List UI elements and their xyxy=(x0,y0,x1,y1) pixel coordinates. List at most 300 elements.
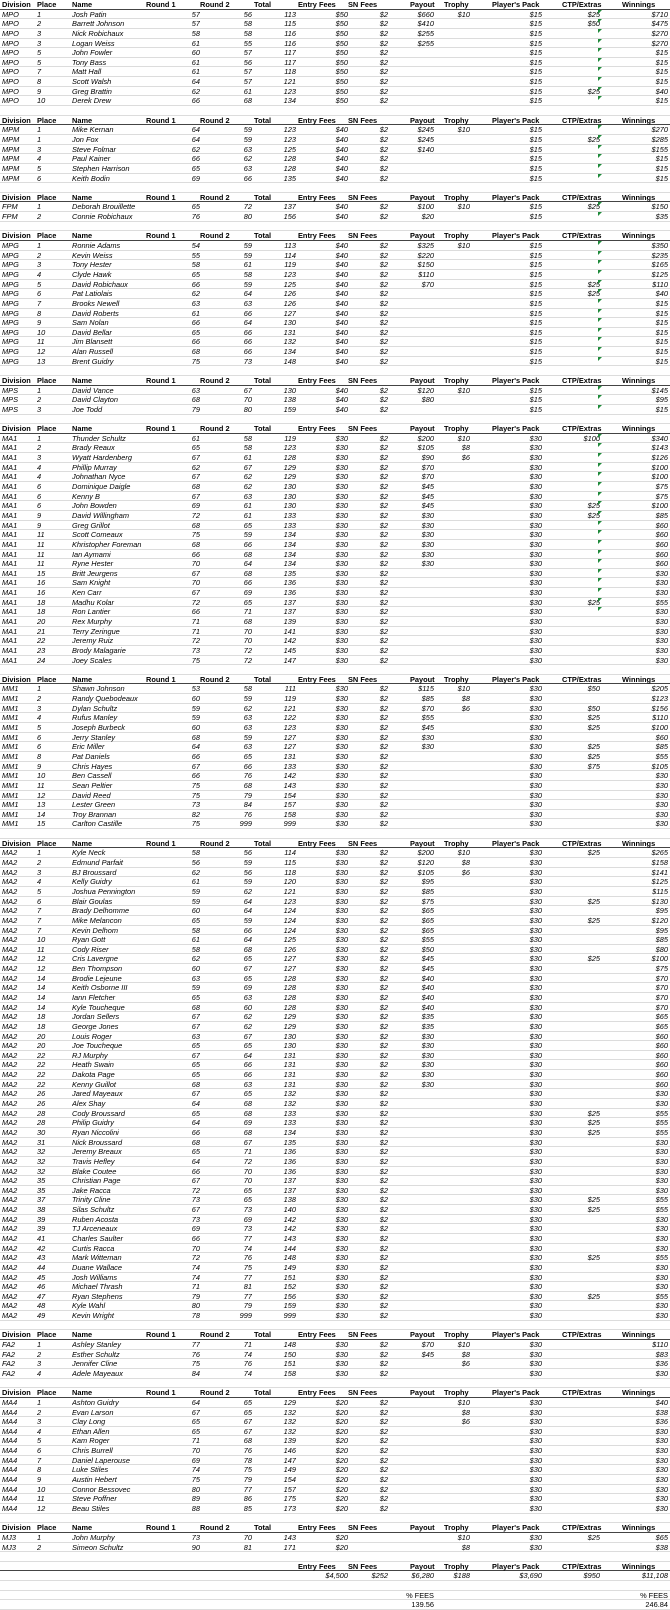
cell-place: 30 xyxy=(37,1127,46,1137)
table-row xyxy=(0,1253,670,1263)
cell-payout: $30 xyxy=(421,1041,434,1051)
cell-sn_fees: $2 xyxy=(379,1156,388,1166)
header-division: Division xyxy=(2,838,31,848)
cell-players_pack: $15 xyxy=(529,404,542,414)
cell-name: Mark Witteman xyxy=(72,1253,122,1263)
cell-place: 14 xyxy=(37,992,46,1002)
cell-place: 15 xyxy=(37,568,46,578)
cell-sn_fees: $2 xyxy=(379,144,388,154)
cell-sn_fees: $2 xyxy=(379,1359,388,1369)
cell-division: MA2 xyxy=(2,1060,18,1070)
cell-place: 3 xyxy=(37,867,42,877)
cell-total: 148 xyxy=(283,1253,296,1263)
cell-sn_fees: $2 xyxy=(379,1089,388,1099)
cell-payout: $65 xyxy=(421,915,434,925)
cell-entry_fees: $40 xyxy=(335,269,348,279)
cell-place: 26 xyxy=(37,1099,46,1109)
cell-winnings: $15 xyxy=(655,48,668,58)
cell-name: Brady Reaux xyxy=(72,443,115,453)
cell-players_pack: $30 xyxy=(529,944,542,954)
cell-division: MM1 xyxy=(2,790,19,800)
cell-sn_fees: $2 xyxy=(379,212,388,222)
cell-total: 137 xyxy=(283,597,296,607)
header-row xyxy=(0,376,670,386)
table-row xyxy=(0,1475,670,1485)
cell-round2: 73 xyxy=(243,356,252,366)
cell-division: MPG xyxy=(2,356,19,366)
cell-total: 142 xyxy=(283,1224,296,1234)
cell-players_pack: $30 xyxy=(529,1050,542,1060)
comment-flag-icon xyxy=(598,212,602,216)
cell-division: FA2 xyxy=(2,1359,16,1369)
cell-round1: 66 xyxy=(191,771,200,781)
cell-name: Thunder Schultz xyxy=(72,433,126,443)
cell-total: 134 xyxy=(283,559,296,569)
cell-round1: 63 xyxy=(191,385,200,395)
header-name: Name xyxy=(72,424,93,434)
cell-round2: 70 xyxy=(243,1176,252,1186)
cell-total: 124 xyxy=(283,925,296,935)
cell-division: MPG xyxy=(2,241,19,251)
table-row xyxy=(0,511,670,521)
cell-trophy: $10 xyxy=(457,1340,470,1350)
cell-payout: $30 xyxy=(421,1079,434,1089)
cell-entry_fees: $30 xyxy=(335,723,348,733)
cell-entry_fees: $30 xyxy=(335,1156,348,1166)
cell-name: Blair Goulas xyxy=(72,896,113,906)
cell-total: 117 xyxy=(284,48,296,58)
header-round1: Round 1 xyxy=(146,192,176,202)
cell-payout: $70 xyxy=(421,1340,434,1350)
cell-winnings: $15 xyxy=(655,57,668,67)
cell-winnings: $123 xyxy=(651,694,668,704)
cell-entry_fees: $30 xyxy=(335,867,348,877)
header-entry_fees: Entry Fees xyxy=(298,0,336,9)
cell-round2: 66 xyxy=(243,925,252,935)
cell-division: MPO xyxy=(2,86,19,96)
cell-payout: $150 xyxy=(417,260,434,270)
cell-players_pack: $30 xyxy=(529,1484,542,1494)
comment-flag-icon xyxy=(598,260,602,264)
cell-total: 159 xyxy=(283,1301,296,1311)
cell-round1: 65 xyxy=(191,1041,200,1051)
table-row xyxy=(0,954,670,964)
cell-sn_fees: $2 xyxy=(379,1484,388,1494)
cell-sn_fees: $2 xyxy=(379,626,388,636)
cell-name: Pat Daniels xyxy=(72,751,110,761)
table-row xyxy=(0,819,670,829)
cell-round2: 58 xyxy=(243,28,252,38)
cell-sn_fees: $2 xyxy=(379,588,388,598)
table-row xyxy=(0,289,670,299)
header-place: Place xyxy=(37,1523,57,1533)
cell-place: 14 xyxy=(37,1002,46,1012)
header-division: Division xyxy=(2,424,31,434)
cell-round2: 68 xyxy=(243,1099,252,1109)
cell-total: 132 xyxy=(283,1407,296,1417)
totals-header-players_pack: Player's Pack xyxy=(492,1561,540,1571)
cell-name: Joseph Burbeck xyxy=(72,723,125,733)
cell-round2: 79 xyxy=(243,1301,252,1311)
cell-winnings: $60 xyxy=(655,1050,668,1060)
cell-division: MA2 xyxy=(2,1118,18,1128)
cell-round1: 56 xyxy=(191,858,200,868)
cell-place: 37 xyxy=(37,1195,46,1205)
cell-entry_fees: $30 xyxy=(335,819,348,829)
cell-round2: 65 xyxy=(243,1041,252,1051)
cell-winnings: $205 xyxy=(651,684,668,694)
cell-winnings: $30 xyxy=(655,790,668,800)
cell-entry_fees: $30 xyxy=(335,1262,348,1272)
header-row xyxy=(0,424,670,434)
cell-name: Greg Grillot xyxy=(72,520,110,530)
cell-place: 28 xyxy=(37,1108,46,1118)
cell-players_pack: $30 xyxy=(529,462,542,472)
cell-round1: 65 xyxy=(191,202,200,212)
cell-division: MPM xyxy=(2,163,20,173)
cell-entry_fees: $30 xyxy=(335,1272,348,1282)
cell-ctp: $25 xyxy=(587,501,600,511)
cell-round1: 65 xyxy=(191,163,200,173)
table-row xyxy=(0,1099,670,1109)
cell-players_pack: $30 xyxy=(529,1108,542,1118)
cell-players_pack: $15 xyxy=(529,144,542,154)
cell-division: MA2 xyxy=(2,1253,18,1263)
cell-entry_fees: $30 xyxy=(335,607,348,617)
cell-division: MA4 xyxy=(2,1446,18,1456)
cell-place: 22 xyxy=(37,1070,46,1080)
cell-division: MA4 xyxy=(2,1397,18,1407)
cell-division: MA2 xyxy=(2,1282,18,1292)
cell-division: MA2 xyxy=(2,1137,18,1147)
table-row xyxy=(0,1089,670,1099)
cell-players_pack: $30 xyxy=(529,1060,542,1070)
cell-division: MPG xyxy=(2,269,19,279)
cell-place: 22 xyxy=(37,1050,46,1060)
table-row xyxy=(0,607,670,617)
cell-sn_fees: $2 xyxy=(379,771,388,781)
cell-division: MPM xyxy=(2,144,20,154)
header-sn_fees: SN Fees xyxy=(348,424,378,434)
cell-players_pack: $15 xyxy=(529,279,542,289)
cell-winnings: $125 xyxy=(651,877,668,887)
header-round2: Round 2 xyxy=(200,838,230,848)
cell-ctp: $50 xyxy=(587,684,600,694)
cell-total: 118 xyxy=(284,67,296,77)
cell-division: MA1 xyxy=(2,491,18,501)
header-name: Name xyxy=(72,231,93,241)
cell-players_pack: $30 xyxy=(529,433,542,443)
header-round2: Round 2 xyxy=(200,674,230,684)
header-name: Name xyxy=(72,0,93,9)
cell-division: MA2 xyxy=(2,1079,18,1089)
cell-sn_fees: $2 xyxy=(379,250,388,260)
comment-flag-icon xyxy=(598,521,602,525)
cell-round2: 74 xyxy=(243,1349,252,1359)
cell-division: MPG xyxy=(2,289,19,299)
cell-total: 123 xyxy=(283,723,296,733)
cell-payout: $90 xyxy=(421,453,434,463)
comment-flag-icon xyxy=(598,135,602,139)
cell-round2: 63 xyxy=(243,713,252,723)
cell-players_pack: $30 xyxy=(529,597,542,607)
cell-round1: 65 xyxy=(191,1070,200,1080)
table-row xyxy=(0,1350,670,1360)
cell-total: 143 xyxy=(283,780,296,790)
cell-sn_fees: $2 xyxy=(379,1417,388,1427)
cell-name: Sam Knight xyxy=(72,578,111,588)
cell-sn_fees: $2 xyxy=(379,1311,388,1321)
header-row xyxy=(0,675,670,685)
cell-winnings: $30 xyxy=(655,617,668,626)
cell-players_pack: $30 xyxy=(529,954,542,964)
cell-players_pack: $30 xyxy=(529,896,542,906)
cell-total: 130 xyxy=(283,1031,296,1041)
cell-name: Rufus Manley xyxy=(72,713,118,723)
cell-round1: 59 xyxy=(191,896,200,906)
cell-place: 2 xyxy=(37,212,42,222)
cell-division: MM1 xyxy=(2,809,19,819)
cell-round1: 63 xyxy=(191,973,200,983)
cell-sn_fees: $2 xyxy=(379,809,388,819)
cell-trophy: $6 xyxy=(461,1359,470,1369)
cell-name: Scott Walsh xyxy=(72,77,112,87)
cell-total: 132 xyxy=(283,1099,296,1109)
cell-place: 32 xyxy=(37,1166,46,1176)
cell-winnings: $60 xyxy=(655,539,668,549)
cell-total: 132 xyxy=(283,337,296,347)
cell-round2: 66 xyxy=(243,578,252,588)
cell-round2: 67 xyxy=(243,462,252,472)
header-name: Name xyxy=(72,115,93,125)
cell-place: 11 xyxy=(37,559,45,569)
cell-winnings: $30 xyxy=(655,1465,668,1475)
cell-place: 49 xyxy=(37,1311,46,1321)
cell-players_pack: $30 xyxy=(529,626,542,636)
cell-place: 4 xyxy=(37,713,42,723)
cell-players_pack: $30 xyxy=(529,1195,542,1205)
cell-players_pack: $15 xyxy=(529,77,542,87)
cell-players_pack: $30 xyxy=(529,1465,542,1475)
cell-players_pack: $30 xyxy=(529,1282,542,1292)
cell-trophy: $10 xyxy=(457,684,470,694)
cell-place: 4 xyxy=(37,472,42,482)
cell-sn_fees: $2 xyxy=(379,453,388,463)
cell-place: 23 xyxy=(37,645,46,655)
table-row xyxy=(0,540,670,550)
cell-round2: 65 xyxy=(243,597,252,607)
cell-sn_fees: $2 xyxy=(379,530,388,540)
cell-round1: 67 xyxy=(191,1089,200,1099)
cell-division: MA1 xyxy=(2,636,18,646)
cell-sn_fees: $2 xyxy=(379,944,388,954)
cell-entry_fees: $30 xyxy=(335,1118,348,1128)
cell-sn_fees: $2 xyxy=(379,279,388,289)
cell-sn_fees: $2 xyxy=(379,1041,388,1051)
cell-winnings: $30 xyxy=(655,771,668,781)
cell-place: 46 xyxy=(37,1282,46,1292)
cell-entry_fees: $30 xyxy=(335,848,348,858)
cell-round2: 65 xyxy=(243,1407,252,1417)
cell-sn_fees: $2 xyxy=(379,819,388,829)
cell-name: Adele Mayeaux xyxy=(72,1368,123,1378)
cell-entry_fees: $30 xyxy=(335,751,348,761)
cell-total: 128 xyxy=(283,163,296,173)
cell-division: MPO xyxy=(2,28,19,38)
cell-round1: 68 xyxy=(191,1079,200,1089)
cell-winnings: $100 xyxy=(651,462,668,472)
header-players_pack: Player's Pack xyxy=(492,375,540,385)
cell-place: 43 xyxy=(37,1253,46,1263)
cell-winnings: $30 xyxy=(655,1099,668,1109)
cell-total: 134 xyxy=(283,347,296,357)
cell-division: MA2 xyxy=(2,1214,18,1224)
cell-name: Joe Todd xyxy=(72,404,103,414)
table-row xyxy=(0,762,670,772)
cell-sn_fees: $2 xyxy=(379,694,388,704)
cell-sn_fees: $2 xyxy=(379,1137,388,1147)
table-row xyxy=(0,395,670,405)
cell-sn_fees: $2 xyxy=(379,800,388,810)
cell-total: 140 xyxy=(283,1205,296,1215)
cell-round1: 69 xyxy=(191,173,200,183)
cell-name: Ryan Stephens xyxy=(72,1291,123,1301)
table-row xyxy=(0,684,670,694)
cell-round2: 65 xyxy=(243,1397,252,1407)
cell-round2: 59 xyxy=(243,694,252,704)
cell-total: 134 xyxy=(283,549,296,559)
cell-players_pack: $30 xyxy=(529,703,542,713)
cell-division: MA2 xyxy=(2,954,18,964)
header-trophy: Trophy xyxy=(444,1523,469,1533)
cell-winnings: $30 xyxy=(655,1224,668,1234)
cell-round1: 63 xyxy=(191,1031,200,1041)
cell-round1: 71 xyxy=(191,1282,200,1292)
cell-division: MA2 xyxy=(2,858,18,868)
cell-total: 999 xyxy=(283,819,296,829)
table-row xyxy=(0,1157,670,1167)
comment-flag-icon xyxy=(598,588,602,592)
table-row xyxy=(0,1456,670,1466)
cell-division: MA2 xyxy=(2,973,18,983)
table-row xyxy=(0,1282,670,1292)
cell-winnings: $30 xyxy=(655,1147,668,1157)
header-round1: Round 1 xyxy=(146,1523,176,1533)
table-row xyxy=(0,791,670,801)
cell-payout: $660 xyxy=(417,9,434,19)
fees-value-payout: 139.56 xyxy=(411,1600,434,1610)
cell-sn_fees: $2 xyxy=(379,520,388,530)
cell-round2: 70 xyxy=(243,395,252,405)
cell-name: Brady Delhomme xyxy=(72,906,130,916)
cell-name: Jordan Sellers xyxy=(72,1012,120,1022)
cell-division: MA1 xyxy=(2,433,18,443)
cell-winnings: $30 xyxy=(655,655,668,665)
table-row xyxy=(0,810,670,820)
cell-round2: 67 xyxy=(243,1031,252,1041)
cell-total: 136 xyxy=(283,588,296,598)
cell-winnings: $141 xyxy=(651,867,668,877)
header-entry_fees: Entry Fees xyxy=(298,1388,336,1398)
cell-payout: $65 xyxy=(421,925,434,935)
cell-name: Charles Saulter xyxy=(72,1234,123,1243)
cell-entry_fees: $30 xyxy=(335,1253,348,1263)
header-round2: Round 2 xyxy=(200,375,230,385)
cell-players_pack: $30 xyxy=(529,1205,542,1215)
cell-players_pack: $30 xyxy=(529,1446,542,1456)
cell-place: 4 xyxy=(37,154,42,164)
cell-division: MA2 xyxy=(2,1262,18,1272)
header-name: Name xyxy=(72,375,93,385)
cell-division: MM1 xyxy=(2,780,19,790)
header-division: Division xyxy=(2,0,31,9)
cell-round1: 74 xyxy=(191,1262,200,1272)
table-row xyxy=(0,1504,670,1514)
cell-sn_fees: $2 xyxy=(379,732,388,742)
cell-place: 10 xyxy=(37,96,46,106)
cell-sn_fees: $2 xyxy=(379,617,388,626)
cell-division: MM1 xyxy=(2,771,19,781)
cell-players_pack: $15 xyxy=(529,241,542,251)
total-ctp: $950 xyxy=(583,1571,600,1581)
comment-flag-icon xyxy=(598,347,602,351)
table-row xyxy=(0,742,670,752)
header-players_pack: Player's Pack xyxy=(492,424,540,434)
header-total: Total xyxy=(254,1388,272,1398)
cell-sn_fees: $2 xyxy=(379,491,388,501)
header-payout: Payout xyxy=(410,1388,435,1398)
cell-place: 26 xyxy=(37,1089,46,1099)
cell-winnings: $15 xyxy=(655,356,668,366)
cell-entry_fees: $30 xyxy=(335,1127,348,1137)
cell-name: Trinity Cline xyxy=(72,1195,111,1205)
cell-players_pack: $30 xyxy=(529,1359,542,1369)
cell-winnings: $285 xyxy=(651,134,668,144)
cell-place: 14 xyxy=(37,973,46,983)
cell-total: 129 xyxy=(283,1021,296,1031)
cell-total: 154 xyxy=(283,1475,296,1485)
table-row xyxy=(0,328,670,338)
cell-ctp: $25 xyxy=(587,713,600,723)
cell-total: 156 xyxy=(283,1291,296,1301)
table-row xyxy=(0,29,670,39)
table-row xyxy=(0,1147,670,1157)
cell-round2: 65 xyxy=(243,1185,252,1195)
comment-flag-icon xyxy=(598,174,602,178)
cell-name: Wyatt Hardenberg xyxy=(72,453,132,463)
cell-name: Mike Melancon xyxy=(72,915,122,925)
cell-name: Sam Nolan xyxy=(72,318,109,328)
cell-ctp: $25 xyxy=(587,1118,600,1128)
cell-place: 18 xyxy=(37,1012,46,1022)
cell-division: MM1 xyxy=(2,684,19,694)
table-row xyxy=(0,877,670,887)
header-payout: Payout xyxy=(410,0,435,9)
cell-division: MA4 xyxy=(2,1436,18,1446)
cell-players_pack: $15 xyxy=(529,212,542,222)
cell-name: Britt Jeurgens xyxy=(72,568,118,578)
cell-total: 119 xyxy=(284,433,296,443)
header-winnings: Winnings xyxy=(622,375,656,385)
cell-sn_fees: $2 xyxy=(379,954,388,964)
cell-payout: $110 xyxy=(418,269,434,279)
cell-name: Kyle Neck xyxy=(72,848,106,858)
table-row xyxy=(0,983,670,993)
cell-round1: 75 xyxy=(191,530,200,540)
cell-ctp: $25 xyxy=(587,1127,600,1137)
comment-flag-icon xyxy=(598,67,602,71)
cell-total: 175 xyxy=(283,1494,296,1504)
